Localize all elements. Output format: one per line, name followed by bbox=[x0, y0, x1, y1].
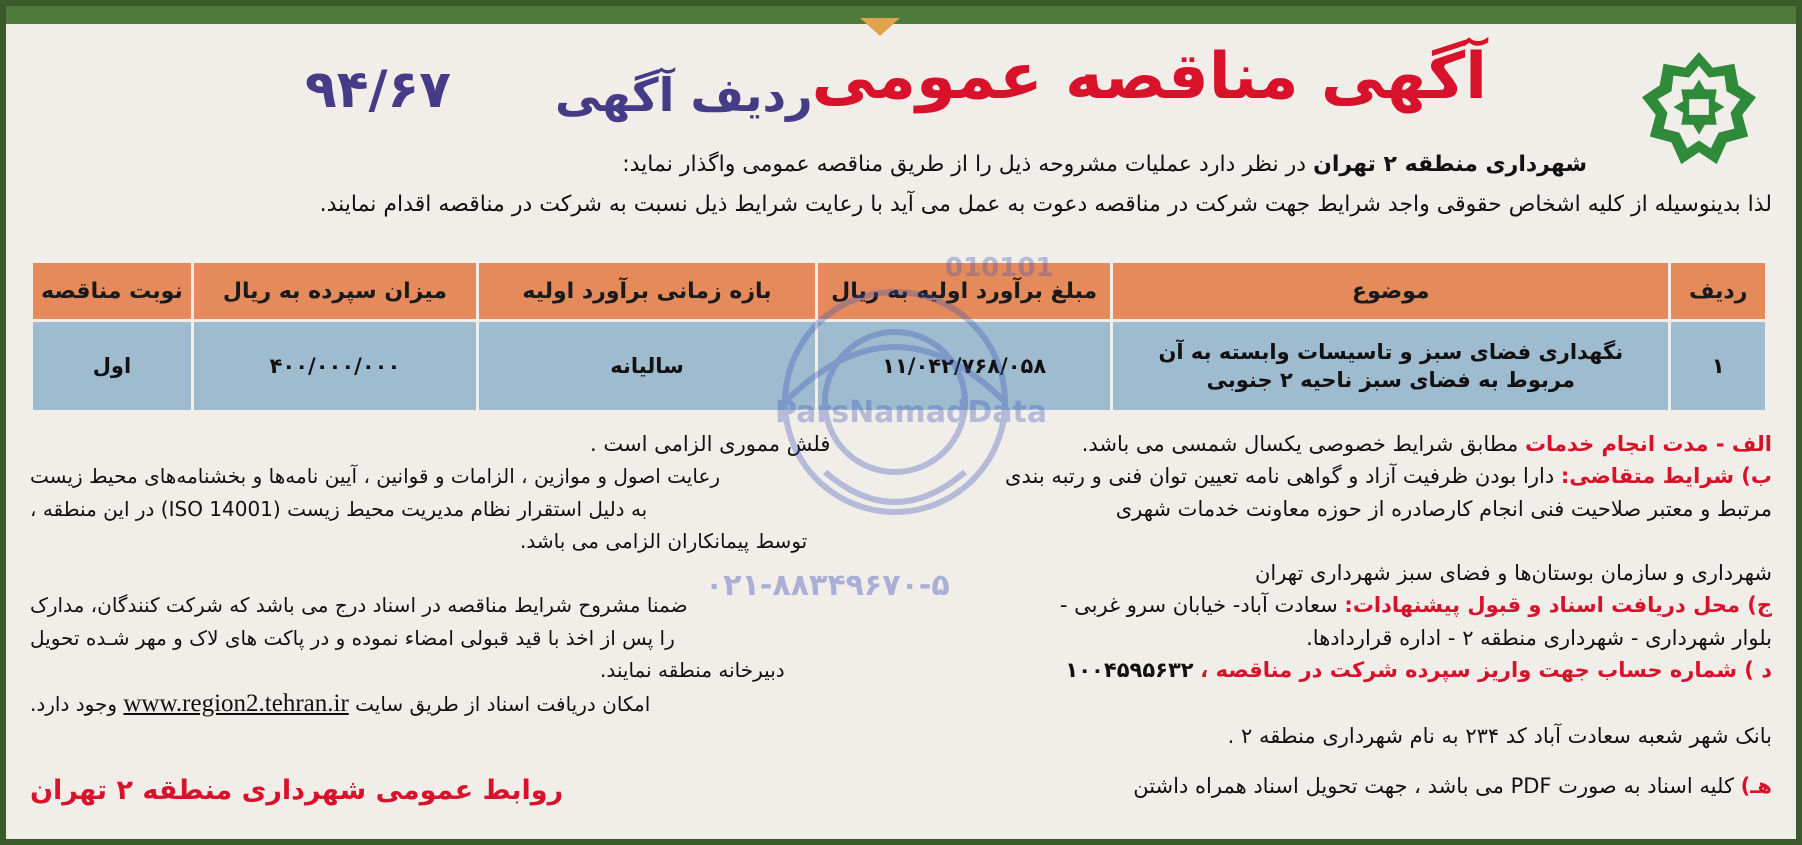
docs-site-suffix: وجود دارد. bbox=[30, 692, 118, 716]
tehran-municipality-logo bbox=[1640, 50, 1758, 168]
section-a-label: الف - مدت انجام خدمات bbox=[1524, 432, 1772, 456]
col-header-estimate: مبلغ برآورد اولیه به ریال bbox=[818, 263, 1110, 319]
cell-estimate: ۱۱/۰۴۲/۷۶۸/۰۵۸ bbox=[818, 322, 1110, 410]
cell-period: سالیانه bbox=[479, 322, 815, 410]
docs-line-2: را پس از اخذ با قید قبولی امضاء نموده و در پاکت های لاک و مهر شـده تحویل bbox=[30, 626, 675, 650]
subject-line-2: مربوط به فضای سبز ناحیه ۲ جنوبی bbox=[1206, 368, 1575, 392]
docs-line-3: دبیرخانه منطقه نمایند. bbox=[600, 658, 785, 682]
watermark-digits: 010101 bbox=[945, 253, 1054, 283]
docs-site-prefix: امکان دریافت اسناد از طریق سایت bbox=[355, 692, 651, 716]
table-header-row bbox=[33, 263, 1765, 319]
row-number: ۹۴/۶۷ bbox=[305, 60, 451, 120]
section-c-label: ج) محل دریافت اسناد و قبول پیشنهادات: bbox=[1344, 593, 1772, 617]
account-number: ۱۰۰۴۵۹۵۶۳۲ bbox=[1065, 658, 1194, 682]
section-b bbox=[1005, 464, 1772, 488]
watermark-phone: ۰۲۱-۸۸۳۴۹۶۷۰-۵ bbox=[705, 568, 950, 603]
section-c-text: سعادت آباد- خیابان سرو غربی - bbox=[1059, 593, 1338, 617]
tender-table bbox=[30, 260, 1768, 413]
row-label: ردیف آگهی bbox=[555, 68, 813, 122]
section-e-text: کلیه اسناد به صورت PDF می باشد ، جهت تحویل اسناد همراه داشتن bbox=[1133, 774, 1734, 798]
public-relations-signature: روابط عمومی شهرداری منطقه ۲ تهران bbox=[30, 775, 564, 806]
watermark-site: ParsNamadData bbox=[775, 395, 1048, 430]
table-row bbox=[33, 322, 1765, 410]
col-header-subject: موضوع bbox=[1113, 263, 1668, 319]
col-header-deposit: میزان سپرده به ریال bbox=[194, 263, 476, 319]
section-b-text: دارا بودن ظرفیت آزاد و گواهی نامه تعیین توان فنی و رتبه بندی bbox=[1005, 464, 1555, 488]
section-b-label: ب) شرایط متقاضی: bbox=[1560, 464, 1772, 488]
intro-line-1 bbox=[622, 152, 1587, 177]
section-e bbox=[1133, 774, 1772, 798]
col-header-round: نوبت مناقصه bbox=[33, 263, 191, 319]
env-line-3: توسط پیمانکاران الزامی می باشد. bbox=[520, 529, 808, 553]
organization-name: شهرداری منطقه ۲ تهران bbox=[1313, 152, 1587, 177]
flash-memory-note: فلش مموری الزامی است . bbox=[590, 432, 831, 456]
env-line-1: رعایت اصول و موازین ، الزامات و قوانین ، آیین نامه‌ها و بخشنامه‌های محیط زیست bbox=[30, 464, 721, 488]
subject-line-1: نگهداری فضای سبز و تاسیسات وابسته به آن bbox=[1158, 339, 1624, 364]
intro-line-1-text: در نظر دارد عملیات مشروحه ذیل را از طریق مناقصه عمومی واگذار نماید: bbox=[622, 152, 1307, 177]
intro-line-2: لذا بدینوسیله از کلیه اشخاص حقوقی واجد شرایط جهت شرکت در مناقصه دعوت به عمل می آید با رعایت شرایط ذیل نسبت به شرکت در مناقصه اقدام نمایند. bbox=[319, 192, 1772, 217]
section-d-label: د ) شماره حساب جهت واریز سپرده شرکت در مناقصه ، bbox=[1200, 658, 1772, 682]
section-b-line-3: شهرداری و سازمان بوستان‌ها و فضای سبز شهرداری تهران bbox=[1254, 561, 1772, 585]
section-e-label: هـ) bbox=[1740, 774, 1772, 798]
env-line-2: به دلیل استقرار نظام مدیریت محیط زیست (ISO 14001) در این منطقه ، bbox=[30, 497, 648, 521]
section-a bbox=[1082, 432, 1772, 456]
section-b-line-2: مرتبط و معتبر صلاحیت فنی انجام کارصادره از حوزه معاونت خدمات شهری bbox=[1115, 497, 1772, 521]
cell-round: اول bbox=[33, 322, 191, 410]
cell-row: ۱ bbox=[1671, 322, 1765, 410]
section-c-line-2: بلوار شهرداری - شهرداری منطقه ۲ - اداره قراردادها. bbox=[1306, 626, 1772, 650]
notice-title: آگهی مناقصه عمومی bbox=[811, 40, 1487, 114]
section-a-text: مطابق شرایط خصوصی یکسال شمسی می باشد. bbox=[1081, 432, 1519, 456]
col-header-row: ردیف bbox=[1671, 263, 1765, 319]
docs-line-4 bbox=[30, 690, 650, 718]
section-d-line-2: بانک شهر شعبه سعادت آباد کد ۲۳۴ به نام شهرداری منطقه ۲ . bbox=[1227, 724, 1772, 748]
section-d bbox=[1065, 658, 1772, 682]
top-notch bbox=[860, 18, 900, 36]
region2-website-link[interactable]: www.region2.tehran.ir bbox=[123, 690, 349, 717]
cell-subject bbox=[1113, 322, 1668, 410]
section-c bbox=[1060, 593, 1772, 617]
col-header-period: بازه زمانی برآورد اولیه bbox=[479, 263, 815, 319]
docs-line-1: ضمنا مشروح شرایط مناقصه در اسناد درج می باشد که شرکت کنندگان، مدارک bbox=[30, 593, 688, 617]
cell-deposit: ۴۰۰/۰۰۰/۰۰۰ bbox=[194, 322, 476, 410]
